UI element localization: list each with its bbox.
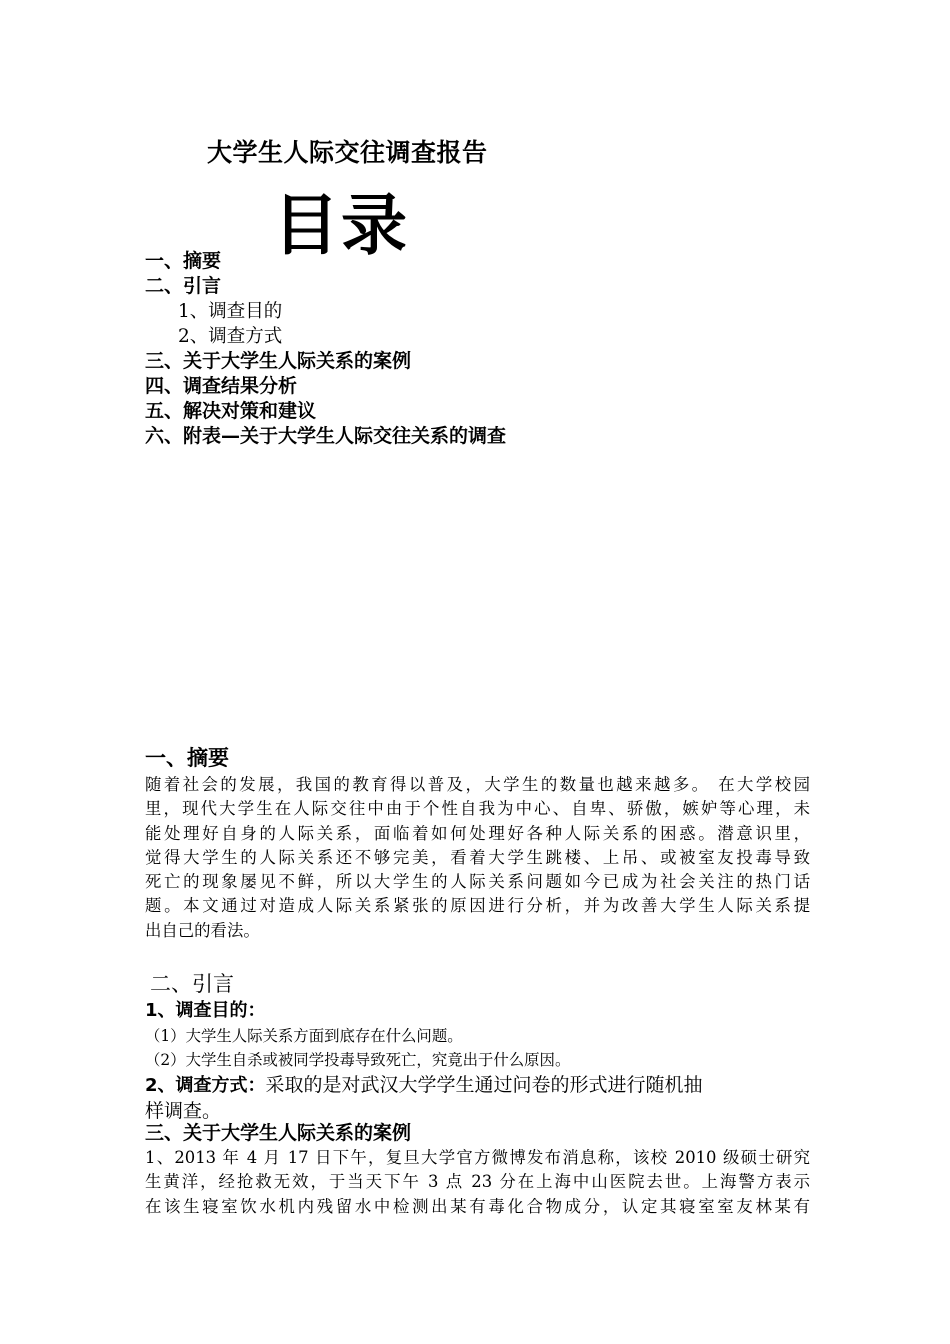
abstract-section: [145, 744, 810, 943]
survey-method-line: [145, 1072, 810, 1099]
toc-item-abstract[interactable]: 一、摘要: [145, 250, 222, 272]
paragraph-line: 随着社会的发展，我国的教育得以普及，大学生的数量也越来越多。 在大学校园: [145, 775, 810, 794]
toc-item-cases[interactable]: 三、关于大学生人际关系的案例: [145, 350, 412, 372]
toc-heading: 目录: [273, 187, 409, 264]
cases-heading: 三、关于大学生人际关系的案例: [145, 1122, 412, 1144]
paragraph-line: 觉得大学生的人际关系还不够完美，看着大学生跳楼、上吊、或被室友投毒导致: [145, 847, 810, 867]
survey-method-continued: 样调查。: [145, 1100, 222, 1122]
survey-method-text: 采取的是对武汉大学学生通过问卷的形式进行随机抽: [265, 1074, 703, 1096]
survey-purpose-item: （1）大学生人际关系方面到底存在什么问题。: [145, 1027, 463, 1045]
paragraph-line: 死亡的现象屡见不鲜，所以大学生的人际关系问题如今已成为社会关注的热门话: [145, 872, 810, 892]
cases-section: [145, 1120, 810, 1219]
paragraph-line: 生黄洋，经抢救无效，于当天下午 3 点 23 分在上海中山医院去世。上海警方表示: [145, 1172, 810, 1192]
abstract-heading: 一、摘要: [145, 746, 229, 770]
toc-item-results[interactable]: 四、调查结果分析: [145, 375, 298, 397]
document-title: 大学生人际交往调查报告: [207, 138, 488, 167]
toc-item-survey-method[interactable]: 2、调查方式: [178, 326, 283, 347]
table-of-contents: [145, 249, 845, 449]
paragraph-line: 题。本文通过对造成人际关系紧张的原因进行分析，并为改善大学生人际关系提: [145, 896, 810, 916]
cases-paragraph: [145, 1146, 810, 1219]
paragraph-line: 出自己的看法。: [145, 920, 260, 940]
toc-item-suggestions[interactable]: 五、解决对策和建议: [145, 400, 317, 422]
toc-item-survey-purpose[interactable]: 1、调查目的: [178, 301, 283, 322]
introduction-section: [145, 970, 810, 1123]
paragraph-line: 在该生寝室饮水机内残留水中检测出某有毒化合物成分，认定其寝室室友林某有: [145, 1196, 810, 1216]
survey-purpose-heading: 1、调查目的：: [145, 1000, 266, 1021]
introduction-heading: 二、引言: [150, 972, 234, 996]
paragraph-line: 里，现代大学生在人际交往中由于个性自我为中心、自卑、骄傲，嫉妒等心理，未: [145, 799, 810, 819]
survey-method-label: 2、调查方式：: [145, 1075, 266, 1096]
toc-item-introduction[interactable]: 二、引言: [145, 275, 222, 297]
paragraph-line: 能处理好自身的人际关系，面临着如何处理好各种人际关系的困惑。潜意识里，: [145, 823, 810, 843]
toc-item-appendix[interactable]: 六、附表—关于大学生人际交往关系的调查: [145, 425, 507, 447]
survey-purpose-item: （2）大学生自杀或被同学投毒导致死亡，究竟出于什么原因。: [145, 1051, 571, 1069]
abstract-paragraph: [145, 773, 810, 943]
paragraph-line: 1、2013 年 4 月 17 日下午，复旦大学官方微博发布消息称，该校 2010 级硕士研究: [145, 1148, 810, 1167]
